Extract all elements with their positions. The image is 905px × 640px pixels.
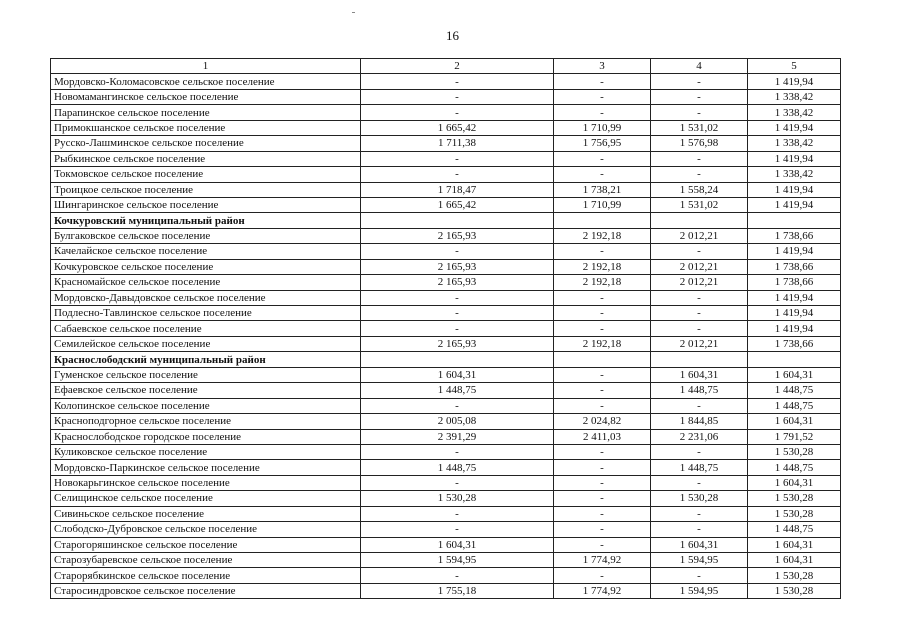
value-cell-col-3: 1 756,95 [554,136,651,151]
value-cell-col-5: 1 530,28 [748,583,841,598]
value-cell-col-3: - [554,89,651,104]
value-cell-col-3: - [554,290,651,305]
value-cell-col-5: 1 738,66 [748,336,841,351]
value-cell-col-5: 1 738,66 [748,259,841,274]
value-cell-col-4: 1 844,85 [651,414,748,429]
value-cell-col-4: - [651,244,748,259]
table-body [51,74,841,599]
table-row [51,74,841,89]
value-cell-col-3: - [554,383,651,398]
value-cell-col-3: - [554,398,651,413]
value-cell-col-2 [361,352,554,367]
value-cell-col-3: - [554,491,651,506]
settlement-name: Семилейское сельское поселение [51,336,361,351]
value-cell-col-2: 1 665,42 [361,197,554,212]
column-header-3: 3 [554,59,651,74]
value-cell-col-5: 1 604,31 [748,475,841,490]
value-cell-col-5: 1 604,31 [748,553,841,568]
settlement-name: Старогоряшинское сельское поселение [51,537,361,552]
table-row [51,228,841,243]
value-cell-col-3: 2 192,18 [554,336,651,351]
value-cell-col-4: 2 012,21 [651,228,748,243]
value-cell-col-4: 2 012,21 [651,259,748,274]
value-cell-col-4: 2 231,06 [651,429,748,444]
value-cell-col-2: 2 005,08 [361,414,554,429]
value-cell-col-5: 1 338,42 [748,136,841,151]
value-cell-col-3: 1 774,92 [554,553,651,568]
value-cell-col-3: 2 192,18 [554,259,651,274]
value-cell-col-5: 1 604,31 [748,537,841,552]
table-row [51,398,841,413]
value-cell-col-3: - [554,506,651,521]
value-cell-col-4: 1 448,75 [651,460,748,475]
value-cell-col-3: - [554,306,651,321]
value-cell-col-2: - [361,398,554,413]
value-cell-col-5: 1 419,94 [748,306,841,321]
value-cell-col-4: 2 012,21 [651,275,748,290]
column-header-4: 4 [651,59,748,74]
value-cell-col-5: 1 419,94 [748,74,841,89]
value-cell-col-4: - [651,306,748,321]
value-cell-col-5: 1 448,75 [748,398,841,413]
settlement-name: Слободско-Дубровское сельское поселение [51,522,361,537]
value-cell-col-4: 1 594,95 [651,553,748,568]
value-cell-col-4: 1 531,02 [651,120,748,135]
value-cell-col-4: - [651,398,748,413]
value-cell-col-5: 1 419,94 [748,182,841,197]
value-cell-col-2: 1 448,75 [361,460,554,475]
column-header-2: 2 [361,59,554,74]
value-cell-col-2: 1 718,47 [361,182,554,197]
value-cell-col-2: 2 165,93 [361,336,554,351]
value-cell-col-2: 2 391,29 [361,429,554,444]
value-cell-col-4: - [651,321,748,336]
value-cell-col-3: 1 710,99 [554,197,651,212]
value-cell-col-3: - [554,74,651,89]
table-row [51,522,841,537]
value-cell-col-4: - [651,290,748,305]
value-cell-col-5: 1 738,66 [748,228,841,243]
settlement-name: Мордовско-Давыдовское сельское поселение [51,290,361,305]
value-cell-col-4: 1 531,02 [651,197,748,212]
page-number: 16 [446,28,459,43]
settlement-name: Примокшанское сельское поселение [51,120,361,135]
table-row [51,275,841,290]
table-row [51,583,841,598]
value-cell-col-4: 1 604,31 [651,537,748,552]
value-cell-col-2: - [361,89,554,104]
value-cell-col-4 [651,352,748,367]
value-cell-col-4: - [651,151,748,166]
table-row [51,151,841,166]
value-cell-col-3: - [554,444,651,459]
value-cell-col-3: - [554,522,651,537]
value-cell-col-2: - [361,151,554,166]
value-cell-col-3: - [554,105,651,120]
value-cell-col-4: 1 576,98 [651,136,748,151]
table-row [51,414,841,429]
settlement-name: Рыбкинское сельское поселение [51,151,361,166]
table-row [51,197,841,212]
settlement-name: Колопинское сельское поселение [51,398,361,413]
value-cell-col-4: - [651,89,748,104]
value-cell-col-2: 2 165,93 [361,259,554,274]
value-cell-col-3: 2 024,82 [554,414,651,429]
value-cell-col-2: 1 711,38 [361,136,554,151]
table-row [51,444,841,459]
column-number-header [51,59,841,74]
value-cell-col-4: 1 558,24 [651,182,748,197]
settlement-name: Старозубаревское сельское поселение [51,553,361,568]
table-row [51,321,841,336]
table-row [51,429,841,444]
table-row [51,244,841,259]
value-cell-col-2: 1 448,75 [361,383,554,398]
value-cell-col-3: - [554,151,651,166]
value-cell-col-5: 1 604,31 [748,367,841,382]
value-cell-col-2: 1 530,28 [361,491,554,506]
value-cell-col-2: - [361,105,554,120]
value-cell-col-4: - [651,475,748,490]
settlement-name: Кочкуровское сельское поселение [51,259,361,274]
value-cell-col-4: - [651,568,748,583]
value-cell-col-5: 1 338,42 [748,89,841,104]
value-cell-col-3: 1 710,99 [554,120,651,135]
value-cell-col-3: - [554,244,651,259]
value-cell-col-2: - [361,506,554,521]
value-cell-col-2 [361,213,554,228]
value-cell-col-5: 1 530,28 [748,506,841,521]
value-cell-col-3: 2 192,18 [554,228,651,243]
value-cell-col-4: - [651,506,748,521]
settlement-name: Новокарьгинское сельское поселение [51,475,361,490]
column-header-1: 1 [51,59,361,74]
table-row [51,506,841,521]
table-row [51,537,841,552]
value-cell-col-5: 1 448,75 [748,522,841,537]
value-cell-col-2: 2 165,93 [361,228,554,243]
value-cell-col-5: 1 530,28 [748,568,841,583]
value-cell-col-2: - [361,167,554,182]
table-row [51,553,841,568]
settlement-name: Сабаевское сельское поселение [51,321,361,336]
value-cell-col-2: - [361,74,554,89]
value-cell-col-4: 1 530,28 [651,491,748,506]
settlement-name: Ефаевское сельское поселение [51,383,361,398]
value-cell-col-5: 1 738,66 [748,275,841,290]
table-row [51,336,841,351]
value-cell-col-3 [554,352,651,367]
settlement-name: Булгаковское сельское поселение [51,228,361,243]
value-cell-col-3: 1 774,92 [554,583,651,598]
value-cell-col-3: 2 192,18 [554,275,651,290]
value-cell-col-5: 1 530,28 [748,491,841,506]
value-cell-col-5 [748,352,841,367]
district-name: Кочкуровский муниципальный район [51,213,361,228]
settlement-name: Качелайское сельское поселение [51,244,361,259]
settlement-name: Подлесно-Тавлинское сельское поселение [51,306,361,321]
settlement-name: Русско-Лашминское сельское поселение [51,136,361,151]
value-cell-col-3: - [554,568,651,583]
value-cell-col-4 [651,213,748,228]
value-cell-col-3: - [554,367,651,382]
value-cell-col-2: - [361,290,554,305]
value-cell-col-2: 1 755,18 [361,583,554,598]
value-cell-col-2: - [361,522,554,537]
value-cell-col-4: 1 594,95 [651,583,748,598]
table-row [51,383,841,398]
value-cell-col-2: - [361,444,554,459]
table-row [51,568,841,583]
value-cell-col-5: 1 604,31 [748,414,841,429]
value-cell-col-2: 1 594,95 [361,553,554,568]
value-cell-col-4: 2 012,21 [651,336,748,351]
settlement-name: Парапинское сельское поселение [51,105,361,120]
table-row [51,182,841,197]
value-cell-col-5: 1 419,94 [748,321,841,336]
settlement-name: Красномайское сельское поселение [51,275,361,290]
value-cell-col-2: - [361,568,554,583]
value-cell-col-2: 1 665,42 [361,120,554,135]
value-cell-col-5: 1 338,42 [748,167,841,182]
value-cell-col-3: 2 411,03 [554,429,651,444]
value-cell-col-2: - [361,321,554,336]
value-cell-col-3: 1 738,21 [554,182,651,197]
value-cell-col-5: 1 448,75 [748,383,841,398]
district-header-row [51,213,841,228]
settlement-name: Селищинское сельское поселение [51,491,361,506]
table-row [51,475,841,490]
value-cell-col-5: 1 419,94 [748,290,841,305]
value-cell-col-5: 1 791,52 [748,429,841,444]
value-cell-col-2: 1 604,31 [361,537,554,552]
district-name: Краснослободский муниципальный район [51,352,361,367]
value-cell-col-4: 1 604,31 [651,367,748,382]
settlement-name: Токмовское сельское поселение [51,167,361,182]
settlement-name: Сивиньское сельское поселение [51,506,361,521]
settlement-name: Мордовско-Паркинское сельское поселение [51,460,361,475]
value-cell-col-4: - [651,167,748,182]
value-cell-col-5: 1 448,75 [748,460,841,475]
value-cell-col-5: 1 419,94 [748,151,841,166]
tariff-table [50,58,841,599]
value-cell-col-4: - [651,444,748,459]
value-cell-col-5: 1 338,42 [748,105,841,120]
table-row [51,290,841,305]
value-cell-col-3: - [554,537,651,552]
settlement-name: Старорябкинское сельское поселение [51,568,361,583]
value-cell-col-2: - [361,306,554,321]
value-cell-col-2: - [361,475,554,490]
table-row [51,120,841,135]
value-cell-col-3: - [554,460,651,475]
table-row [51,167,841,182]
table-row [51,89,841,104]
settlement-name: Шингаринское сельское поселение [51,197,361,212]
settlement-name: Троицкое сельское поселение [51,182,361,197]
value-cell-col-3 [554,213,651,228]
value-cell-col-2: - [361,244,554,259]
value-cell-col-2: 2 165,93 [361,275,554,290]
table-row [51,491,841,506]
settlement-name: Старосиндровское сельское поселение [51,583,361,598]
settlement-name: Мордовско-Коломасовское сельское поселение [51,74,361,89]
value-cell-col-2: 1 604,31 [361,367,554,382]
settlement-name: Куликовское сельское поселение [51,444,361,459]
settlement-name: Краснoподгорное сельское поселение [51,414,361,429]
table-row [51,136,841,151]
scan-speck [352,12,355,13]
value-cell-col-4: 1 448,75 [651,383,748,398]
value-cell-col-3: - [554,321,651,336]
value-cell-col-5: 1 419,94 [748,197,841,212]
district-header-row [51,352,841,367]
value-cell-col-4: - [651,74,748,89]
table-row [51,306,841,321]
value-cell-col-4: - [651,105,748,120]
value-cell-col-5: 1 419,94 [748,120,841,135]
settlement-name: Новомамангинское сельское поселение [51,89,361,104]
value-cell-col-4: - [651,522,748,537]
value-cell-col-3: - [554,475,651,490]
table-row [51,105,841,120]
settlement-name: Гуменское сельское поселение [51,367,361,382]
value-cell-col-3: - [554,167,651,182]
value-cell-col-5 [748,213,841,228]
value-cell-col-5: 1 530,28 [748,444,841,459]
table-row [51,367,841,382]
value-cell-col-5: 1 419,94 [748,244,841,259]
table-row [51,259,841,274]
settlement-name: Краснослободское городское поселение [51,429,361,444]
table-row [51,460,841,475]
column-header-5: 5 [748,59,841,74]
